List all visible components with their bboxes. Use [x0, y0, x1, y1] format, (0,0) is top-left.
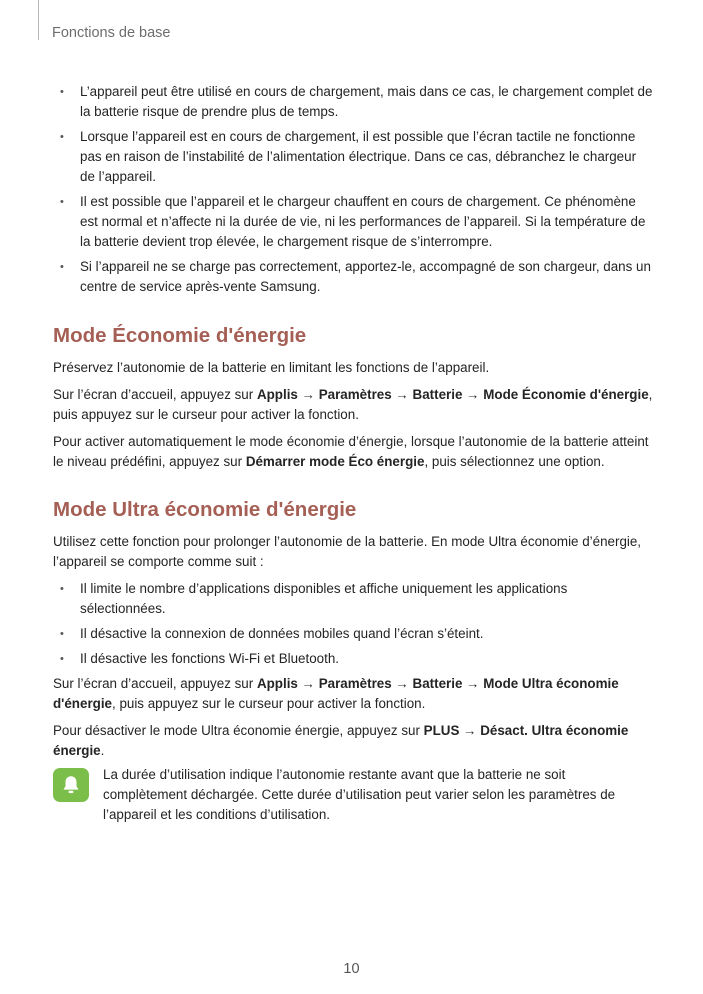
list-item: • Il désactive les fonctions Wi-Fi et Bluetooth. [53, 649, 653, 669]
list-item: • L’appareil peut être utilisé en cours de chargement, mais dans ce cas, le chargement complet de la batterie risque de prendre plus de temps. [53, 82, 653, 122]
section-title: Mode Ultra économie d'énergie [53, 498, 357, 521]
bell-icon [53, 768, 89, 802]
list-item: • Lorsque l’appareil est en cours de chargement, il est possible que l’écran tactile ne fonctionne pas en raison de l’instabilité de l’alimentation électrique. Dans ce cas, débranchez le chargeur de l’appareil. [53, 127, 653, 187]
menu-path-batterie: Batterie [412, 387, 463, 402]
section-title: Mode Économie d'énergie [53, 324, 307, 347]
menu-path-mode: Mode Ultra économie d'énergie [53, 676, 619, 711]
arrow: → [391, 387, 413, 402]
page-content [53, 82, 653, 825]
arrow: → [297, 676, 319, 691]
section-intro: Préservez l’autonomie de la batterie en limitant les fonctions de l’appareil. [53, 360, 490, 375]
section-ultra-power-saving [53, 498, 653, 825]
arrow: → [462, 676, 484, 691]
text-run: . [100, 743, 105, 758]
list-item: • Il limite le nombre d’applications disponibles et affiche uniquement les applications sélectionnées. [53, 579, 653, 619]
menu-path-applis: Applis [256, 676, 298, 691]
menu-path-mode: Mode Économie d'énergie [483, 387, 649, 402]
menu-path-parametres: Paramètres [318, 676, 392, 691]
list-item: • Il est possible que l’appareil et le chargeur chauffent en cours de chargement. Ce phénomène est normal et n’affecte ni la durée de vie, ni les performances de l’appareil. Si la température de la batterie devient trop élevée, le chargement risque de s’interrompre. [53, 192, 653, 252]
instruction-paragraph [53, 432, 653, 472]
menu-path-batterie: Batterie [412, 676, 463, 691]
option-name: Démarrer mode Éco énergie [245, 454, 425, 469]
text-run: Pour activer automatiquement le mode économie d’énergie, lorsque l’autonomie de la batterie atteint le niveau prédéfini, appuyez sur [53, 434, 649, 469]
instruction-paragraph [53, 721, 653, 761]
text-run: Sur l’écran d’accueil, appuyez sur [53, 676, 257, 691]
text-run: Pour désactiver le mode Ultra économie énergie, appuyez sur [53, 723, 424, 738]
instruction-paragraph [53, 385, 653, 425]
menu-path-plus: PLUS [423, 723, 460, 738]
arrow: → [462, 387, 484, 402]
list-item: • Il désactive la connexion de données mobiles quand l’écran s’éteint. [53, 624, 653, 644]
charging-notes-list [53, 82, 653, 297]
menu-path-parametres: Paramètres [318, 387, 392, 402]
section-intro: Utilisez cette fonction pour prolonger l’autonomie de la batterie. En mode Ultra économie d’énergie, l’appareil se comporte comme suit : [53, 534, 642, 569]
arrow: → [297, 387, 319, 402]
arrow: → [459, 723, 481, 738]
menu-path-deactivate: Désact. Ultra économie énergie [53, 723, 629, 758]
instruction-paragraph [53, 674, 653, 714]
text-run: Sur l’écran d’accueil, appuyez sur [53, 387, 257, 402]
text-run: , puis appuyez sur le curseur pour activer la fonction. [112, 696, 426, 711]
arrow: → [391, 676, 413, 691]
text-run: , puis sélectionnez une option. [424, 454, 605, 469]
section-power-saving [53, 324, 653, 472]
behavior-list [53, 579, 653, 669]
page-number: 10 [343, 961, 360, 977]
note-box [53, 768, 653, 825]
note-text: La durée d’utilisation indique l’autonomie restante avant que la batterie ne soit complètement déchargée. Cette durée d’utilisation peut varier selon les paramètres de l’appareil et les conditions d’utilisation. [103, 767, 616, 822]
section-header: Fonctions de base [52, 25, 171, 41]
list-item: • Si l’appareil ne se charge pas correctement, apportez-le, accompagné de son chargeur, dans un centre de service après-vente Samsung. [53, 257, 653, 297]
header-rule [38, 0, 39, 40]
text-run: , puis appuyez sur le curseur pour activer la fonction. [53, 387, 653, 422]
menu-path-applis: Applis [256, 387, 298, 402]
